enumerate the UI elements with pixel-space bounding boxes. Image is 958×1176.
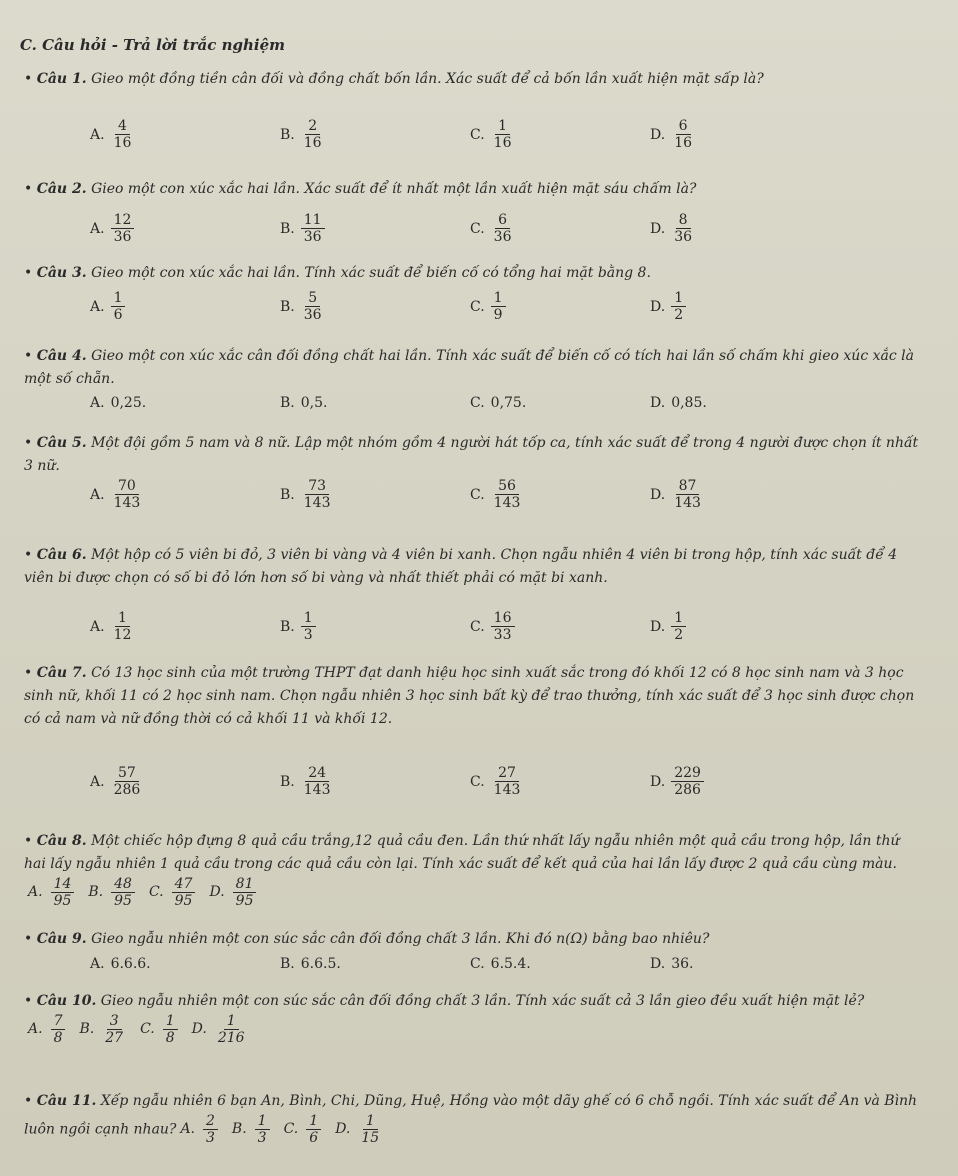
option-letter: D. xyxy=(650,395,666,411)
denominator: 16 xyxy=(113,135,132,151)
question-text: Gieo ngẫu nhiên một con súc sắc cân đối đồng chất 3 lần. Tính xác suất cả 3 lần gieo đều xuất hiện mặt lẻ? xyxy=(100,993,865,1009)
answer-option-a[interactable] xyxy=(90,765,143,798)
question-text: Một đội gồm 5 nam và 8 nữ. Lập một nhóm gồm 4 người hát tốp ca, tính xác suất để trong 4 người được chọn ít nhất 3 nữ. xyxy=(24,435,919,474)
denominator: 8 xyxy=(165,1030,175,1046)
question-text: Gieo một con xúc xắc hai lần. Xác suất để ít nhất một lần xuất hiện mặt sáu chấm là? xyxy=(91,181,697,197)
answer-option-b[interactable] xyxy=(280,610,316,643)
numerator: 48 xyxy=(111,876,135,893)
answer-option-d[interactable] xyxy=(650,395,707,411)
answer-option-c[interactable] xyxy=(284,1113,324,1146)
denominator: 3 xyxy=(303,627,313,643)
numerator: 5 xyxy=(305,290,320,307)
option-letter: B. xyxy=(280,126,295,143)
question-text: Có 13 học sinh của một trường THPT đạt danh hiệu học sinh xuất sắc trong đó khối 12 có 8 học sinh nam và 3 học sinh nữ, khối 11 có 2 học sinh nam. Chọn ngẫu nhiên 3 học sinh bất kỳ để trao thưởng, tính xác suất để 3 học sinh được chọn có cả nam và nữ đồng thời có cả khối 11 và khối 12. xyxy=(24,665,915,727)
numerator: 87 xyxy=(676,478,700,495)
answer-option-c[interactable] xyxy=(470,118,515,151)
denominator: 95 xyxy=(114,893,132,909)
numerator: 1 xyxy=(671,290,686,307)
answer-option-d[interactable] xyxy=(192,1013,250,1046)
numerator: 56 xyxy=(495,478,519,495)
options-row xyxy=(90,212,910,256)
numerator: 2 xyxy=(203,1113,218,1130)
option-fraction xyxy=(51,876,75,909)
section-title: C. Câu hỏi - Trả lời trắc nghiệm xyxy=(20,36,286,54)
option-letter: B. xyxy=(280,486,295,503)
denominator: 3 xyxy=(257,1130,267,1146)
denominator: 36 xyxy=(113,229,132,245)
option-fraction xyxy=(111,876,135,909)
denominator: 95 xyxy=(53,893,72,909)
option-fraction xyxy=(215,1013,248,1046)
options-row xyxy=(90,610,910,654)
option-letter: A. xyxy=(180,1121,195,1137)
numerator: 1 xyxy=(306,1113,321,1130)
option-fraction xyxy=(163,1013,178,1046)
option-letter: D. xyxy=(191,1021,207,1037)
option-fraction xyxy=(491,212,515,245)
denominator: 36 xyxy=(303,229,322,245)
denominator: 95 xyxy=(174,893,193,909)
answer-option-a[interactable] xyxy=(90,395,146,411)
question-text: Gieo một con xúc xắc hai lần. Tính xác suất để biến cố có tổng hai mặt bằng 8. xyxy=(91,265,651,281)
option-fraction xyxy=(233,876,257,909)
denominator: 15 xyxy=(361,1130,380,1146)
answer-option-b[interactable] xyxy=(79,1013,128,1046)
denominator: 12 xyxy=(113,627,132,643)
numerator: 1 xyxy=(491,290,506,307)
question-11: • Câu 11. Xếp ngẫu nhiên 6 bạn An, Bình, Chi, Dũng, Huệ, Hồng vào một dãy ghế có 6 chỗ ngồi. Tính xác suất để An và Bình luôn ngồi cạnh nhau? A. $\frac{2}{3}$ B. $\frac{1}{3}$ C. $\frac{1}{6}$ D. $\frac{1}{15}$ xyxy=(24,1093,918,1146)
option-fraction xyxy=(203,1113,218,1146)
question-number: Câu 8. xyxy=(36,833,87,849)
numerator: 229 xyxy=(671,765,704,782)
question-number: Câu 6. xyxy=(36,547,87,563)
option-letter: B. xyxy=(280,618,295,635)
answer-option-b[interactable] xyxy=(280,478,333,511)
option-value: 6.5.4. xyxy=(490,956,531,972)
answer-option-d[interactable] xyxy=(650,290,686,323)
denominator: 6 xyxy=(113,307,123,323)
option-value: 0,85. xyxy=(671,395,707,411)
denominator: 286 xyxy=(113,782,141,798)
denominator: 6 xyxy=(309,1130,319,1146)
denominator: 33 xyxy=(493,627,512,643)
numerator: 27 xyxy=(495,765,519,782)
numerator: 4 xyxy=(115,118,130,135)
answer-option-b[interactable] xyxy=(280,765,333,798)
answer-option-a[interactable] xyxy=(28,876,76,909)
option-letter: C. xyxy=(470,618,485,635)
answer-option-c[interactable] xyxy=(470,212,515,245)
denominator: 2 xyxy=(674,627,684,643)
option-fraction xyxy=(301,290,325,323)
denominator: 36 xyxy=(303,307,322,323)
numerator: 81 xyxy=(233,876,257,893)
option-value: 0,25. xyxy=(110,395,147,411)
option-value: 6.6.6. xyxy=(110,956,151,972)
numerator: 1 xyxy=(115,610,130,627)
option-fraction xyxy=(301,118,325,151)
option-letter: B. xyxy=(88,884,104,900)
option-fraction xyxy=(671,610,686,643)
answer-option-b[interactable] xyxy=(280,956,341,972)
question-number: Câu 2. xyxy=(36,181,87,197)
option-fraction xyxy=(102,1013,126,1046)
question-text: Gieo ngẫu nhiên một con súc sắc cân đối đồng chất 3 lần. Khi đó n(Ω) bằng bao nhiêu? xyxy=(91,931,710,947)
answer-option-c[interactable] xyxy=(470,478,523,511)
option-letter: D. xyxy=(335,1121,351,1137)
denominator: 95 xyxy=(235,893,254,909)
answer-option-d[interactable] xyxy=(335,1113,384,1146)
question-3: • Câu 3. Gieo một con xúc xắc hai lần. Tính xác suất để biến cố có tổng hai mặt bằng 8. xyxy=(24,265,651,281)
numerator: 73 xyxy=(305,478,329,495)
answer-option-b[interactable] xyxy=(280,212,325,245)
option-fraction xyxy=(358,1113,382,1146)
numerator: 6 xyxy=(676,118,691,135)
numerator: 8 xyxy=(676,212,691,229)
option-letter: B. xyxy=(79,1021,95,1037)
question-text: Một hộp có 5 viên bi đỏ, 3 viên bi vàng và 4 viên bi xanh. Chọn ngẫu nhiên 4 viên bi trong hộp, tính xác suất để 4 viên bi được chọn có số bi đỏ lớn hơn số bi vàng và nhất thiết phải có mặt bi xanh. xyxy=(24,547,898,586)
question-number: Câu 9. xyxy=(36,931,87,947)
question-4: • Câu 4. Gieo một con xúc xắc cân đối đồng chất hai lần. Tính xác suất để biến cố có tích hai lần số chấm khi gieo xúc xắc là một số chẵn. xyxy=(24,348,914,387)
numerator: 1 xyxy=(301,610,316,627)
question-number: Câu 3. xyxy=(36,265,87,281)
answer-option-c[interactable] xyxy=(149,876,198,909)
denominator: 143 xyxy=(303,495,331,511)
option-fraction xyxy=(111,765,144,798)
answer-option-d[interactable] xyxy=(650,118,695,151)
answer-option-a[interactable] xyxy=(90,610,134,643)
question-5: • Câu 5. Một đội gồm 5 nam và 8 nữ. Lập một nhóm gồm 4 người hát tốp ca, tính xác suất để trong 4 người được chọn ít nhất 3 nữ. xyxy=(24,435,919,474)
answer-option-b[interactable] xyxy=(232,1113,272,1146)
numerator: 1 xyxy=(224,1013,239,1030)
option-letter: D. xyxy=(650,298,666,315)
question-7: • Câu 7. Có 13 học sinh của một trường THPT đạt danh hiệu học sinh xuất sắc trong đó khối 12 có 8 học sinh nam và 3 học sinh nữ, khối 11 có 2 học sinh nam. Chọn ngẫu nhiên 3 học sinh bất kỳ để trao thưởng, tính xác suất để 3 học sinh được chọn có cả nam và nữ đồng thời có cả khối 11 và khối 12. xyxy=(24,665,915,727)
option-fraction xyxy=(111,118,135,151)
option-fraction xyxy=(671,290,686,323)
numerator: 1 xyxy=(363,1113,378,1130)
answer-option-c[interactable] xyxy=(140,1013,180,1046)
option-fraction xyxy=(255,1113,270,1146)
option-letter: B. xyxy=(280,395,295,411)
numerator: 57 xyxy=(115,765,139,782)
options-row xyxy=(90,765,910,809)
option-value: 36. xyxy=(671,956,694,972)
denominator: 9 xyxy=(493,307,503,323)
numerator: 14 xyxy=(51,876,75,893)
option-letter: C. xyxy=(470,298,485,315)
option-fraction xyxy=(491,118,515,151)
option-fraction xyxy=(301,765,334,798)
answer-option-b[interactable] xyxy=(280,118,325,151)
option-fraction xyxy=(671,212,695,245)
option-letter: C. xyxy=(470,773,485,790)
options-row xyxy=(90,118,910,162)
numerator: 7 xyxy=(51,1013,66,1030)
option-fraction xyxy=(491,765,524,798)
denominator: 143 xyxy=(113,495,141,511)
numerator: 1 xyxy=(495,118,510,135)
option-letter: A. xyxy=(28,884,43,900)
answer-option-a[interactable] xyxy=(28,1013,67,1046)
option-fraction xyxy=(671,478,704,511)
denominator: 216 xyxy=(217,1030,245,1046)
answer-option-c[interactable] xyxy=(470,956,531,972)
answer-option-a[interactable] xyxy=(180,1113,219,1146)
denominator: 2 xyxy=(674,307,684,323)
question-2: • Câu 2. Gieo một con xúc xắc hai lần. Xác suất để ít nhất một lần xuất hiện mặt sáu chấm là? xyxy=(24,181,697,197)
option-letter: A. xyxy=(90,126,105,143)
options-row xyxy=(90,478,910,522)
denominator: 143 xyxy=(674,495,701,511)
option-letter: C. xyxy=(470,220,485,237)
answer-option-c[interactable] xyxy=(470,610,515,643)
option-fraction xyxy=(491,610,515,643)
inline-options xyxy=(28,876,266,909)
question-1: • Câu 1. Gieo một đồng tiền cân đối và đồng chất bốn lần. Xác suất để cả bốn lần xuất hiện mặt sấp là? xyxy=(24,71,764,87)
answer-option-a[interactable] xyxy=(90,478,143,511)
answer-option-b[interactable] xyxy=(88,876,137,909)
option-fraction xyxy=(301,610,316,643)
option-fraction xyxy=(51,1013,66,1046)
question-number: Câu 11. xyxy=(36,1093,97,1109)
option-letter: B. xyxy=(280,773,295,790)
option-letter: C. xyxy=(470,486,485,503)
option-fraction xyxy=(111,212,135,245)
option-fraction xyxy=(111,610,135,643)
option-letter: A. xyxy=(90,773,105,790)
answer-option-d[interactable] xyxy=(650,610,686,643)
option-letter: D. xyxy=(650,486,666,503)
question-8: • Câu 8. Một chiếc hộp đựng 8 quả cầu trắng,12 quả cầu đen. Lần thứ nhất lấy ngẫu nhiên một quả cầu trong hộp, lần thứ hai lấy ngẫu nhiên 1 quả cầu trong các quả cầu còn lại. Tính xác suất để kết quả của hai lần lấy được 2 quả cầu cùng màu. A. $\frac{14}{95}$ B. $\frac{48}{95}$ C. $\frac{47}{95}$ D. $\frac{81}{95}$ xyxy=(24,833,900,909)
question-text: Một chiếc hộp đựng 8 quả cầu trắng,12 quả cầu đen. Lần thứ nhất lấy ngẫu nhiên một quả cầu trong hộp, lần thứ hai lấy ngẫu nhiên 1 quả cầu trong các quả cầu còn lại. Tính xác suất để kết quả của hai lần lấy được 2 quả cầu cùng màu. xyxy=(24,833,900,872)
option-value: 6.6.5. xyxy=(300,956,341,972)
option-letter: D. xyxy=(650,773,666,790)
option-fraction xyxy=(671,765,704,798)
denominator: 143 xyxy=(493,782,521,798)
option-letter: D. xyxy=(209,884,225,900)
option-value: 0,5. xyxy=(300,395,328,411)
option-letter: C. xyxy=(470,126,485,143)
option-letter: A. xyxy=(90,618,105,635)
question-number: Câu 1. xyxy=(36,71,87,87)
option-value: 0,75. xyxy=(490,395,527,411)
denominator: 16 xyxy=(493,135,512,151)
question-text: Xếp ngẫu nhiên 6 bạn An, Bình, Chi, Dũng, Huệ, Hồng vào một dãy ghế có 6 chỗ ngồi. Tính xác suất để An và Bình luôn ngồi cạnh nhau? xyxy=(24,1093,918,1138)
question-10: • Câu 10. Gieo ngẫu nhiên một con súc sắc cân đối đồng chất 3 lần. Tính xác suất cả 3 lần gieo đều xuất hiện mặt lẻ? A. $\frac{7}{8}$ B. $\frac{3}{27}$ C. $\frac{1}{8}$ D. $\frac{1}{216}$ xyxy=(24,993,865,1046)
option-letter: D. xyxy=(650,956,666,972)
answer-option-c[interactable] xyxy=(470,765,523,798)
option-letter: A. xyxy=(90,486,105,503)
answer-option-b[interactable] xyxy=(280,290,325,323)
answer-option-d[interactable] xyxy=(650,212,695,245)
answer-option-b[interactable] xyxy=(280,395,327,411)
option-letter: B. xyxy=(231,1121,247,1137)
option-letter: B. xyxy=(280,220,295,237)
option-letter: D. xyxy=(650,618,666,635)
denominator: 16 xyxy=(674,135,693,151)
option-letter: D. xyxy=(650,220,666,237)
question-text: Gieo một đồng tiền cân đối và đồng chất bốn lần. Xác suất để cả bốn lần xuất hiện mặt sấp là? xyxy=(91,71,764,87)
option-fraction xyxy=(111,478,144,511)
answer-option-c[interactable] xyxy=(470,290,506,323)
option-fraction xyxy=(301,478,334,511)
question-number: Câu 5. xyxy=(36,435,87,451)
answer-option-d[interactable] xyxy=(650,478,704,511)
numerator: 11 xyxy=(301,212,325,229)
numerator: 1 xyxy=(163,1013,178,1030)
denominator: 36 xyxy=(674,229,693,245)
option-letter: D. xyxy=(650,126,666,143)
numerator: 1 xyxy=(671,610,686,627)
question-number: Câu 7. xyxy=(36,665,87,681)
numerator: 1 xyxy=(255,1113,270,1130)
option-fraction xyxy=(671,118,695,151)
option-fraction xyxy=(491,478,524,511)
numerator: 16 xyxy=(491,610,515,627)
denominator: 286 xyxy=(674,782,701,798)
option-letter: A. xyxy=(90,395,105,411)
option-letter: B. xyxy=(280,298,295,315)
answer-option-a[interactable] xyxy=(90,290,125,323)
answer-option-a[interactable] xyxy=(90,118,134,151)
denominator: 27 xyxy=(105,1030,124,1046)
answer-option-c[interactable] xyxy=(470,395,526,411)
option-letter: A. xyxy=(90,220,105,237)
inline-options xyxy=(180,1113,392,1146)
denominator: 143 xyxy=(493,495,521,511)
option-fraction xyxy=(491,290,506,323)
question-text: Gieo một con xúc xắc cân đối đồng chất hai lần. Tính xác suất để biến cố có tích hai lần số chấm khi gieo xúc xắc là một số chẵn. xyxy=(24,348,914,387)
answer-option-a[interactable] xyxy=(90,956,151,972)
numerator: 2 xyxy=(305,118,320,135)
question-9: • Câu 9. Gieo ngẫu nhiên một con súc sắc cân đối đồng chất 3 lần. Khi đó n(Ω) bằng bao nhiêu? xyxy=(24,931,710,947)
question-number: Câu 4. xyxy=(36,348,87,364)
option-fraction xyxy=(172,876,196,909)
option-letter: A. xyxy=(90,956,105,972)
option-letter: C. xyxy=(140,1021,155,1037)
answer-option-a[interactable] xyxy=(90,212,134,245)
numerator: 47 xyxy=(172,876,196,893)
numerator: 24 xyxy=(305,765,329,782)
question-6: • Câu 6. Một hộp có 5 viên bi đỏ, 3 viên bi vàng và 4 viên bi xanh. Chọn ngẫu nhiên 4 viên bi trong hộp, tính xác suất để 4 viên bi được chọn có số bi đỏ lớn hơn số bi vàng và nhất thiết phải có mặt bi xanh. xyxy=(24,547,898,586)
option-fraction xyxy=(301,212,325,245)
denominator: 3 xyxy=(206,1130,215,1146)
numerator: 12 xyxy=(111,212,135,229)
denominator: 36 xyxy=(493,229,512,245)
option-letter: C. xyxy=(148,884,164,900)
option-letter: C. xyxy=(470,395,485,411)
option-letter: A. xyxy=(90,298,105,315)
inline-options xyxy=(28,1013,258,1046)
option-fraction xyxy=(306,1113,321,1146)
answer-option-d[interactable] xyxy=(650,765,704,798)
numerator: 3 xyxy=(107,1013,122,1030)
denominator: 8 xyxy=(53,1030,63,1046)
option-letter: B. xyxy=(280,956,295,972)
option-letter: C. xyxy=(283,1121,299,1137)
answer-option-d[interactable] xyxy=(209,876,258,909)
question-number: Câu 10. xyxy=(36,993,97,1009)
denominator: 16 xyxy=(303,135,322,151)
options-row xyxy=(90,290,910,334)
denominator: 143 xyxy=(303,782,331,798)
numerator: 1 xyxy=(111,290,126,307)
answer-option-d[interactable] xyxy=(650,956,693,972)
numerator: 70 xyxy=(115,478,139,495)
option-fraction xyxy=(111,290,126,323)
numerator: 6 xyxy=(495,212,510,229)
option-letter: C. xyxy=(470,956,485,972)
option-letter: A. xyxy=(28,1021,43,1037)
